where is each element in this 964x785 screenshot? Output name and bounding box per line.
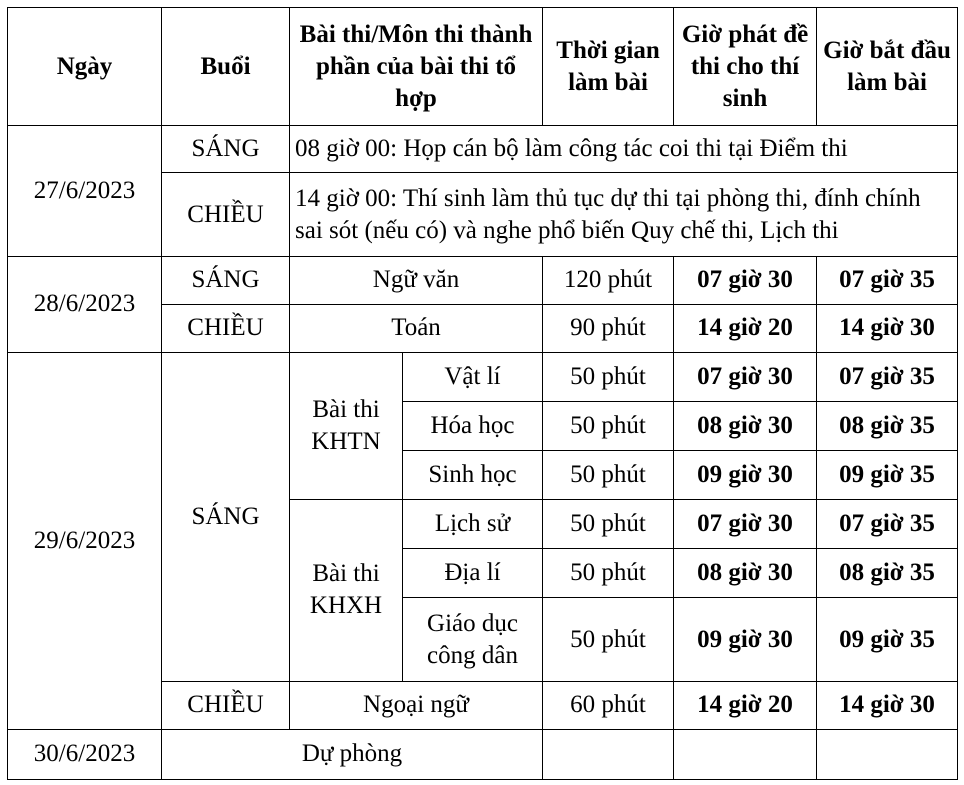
distribution-time-cell: 08 giờ 30 [674, 549, 817, 598]
table-row [8, 126, 958, 173]
session-cell: CHIỀU [162, 304, 290, 352]
session-cell: SÁNG [162, 126, 290, 173]
header-buoi: Buổi [162, 8, 290, 126]
duration-cell: 120 phút [543, 256, 674, 304]
duration-cell: 50 phút [543, 451, 674, 500]
subject-cell: Hóa học [403, 401, 543, 450]
header-gio-phat-de: Giờ phát đề thi cho thí sinh [674, 8, 817, 126]
start-time-cell [817, 729, 958, 779]
distribution-time-cell: 14 giờ 20 [674, 304, 817, 352]
distribution-time-cell: 07 giờ 30 [674, 352, 817, 401]
subject-cell: Dự phòng [162, 729, 543, 779]
session-cell: CHIỀU [162, 681, 290, 729]
duration-cell: 50 phút [543, 401, 674, 450]
start-time-cell: 14 giờ 30 [817, 304, 958, 352]
distribution-time-cell: 14 giờ 20 [674, 681, 817, 729]
header-gio-bat-dau: Giờ bắt đầu làm bài [817, 8, 958, 126]
duration-cell: 50 phút [543, 352, 674, 401]
distribution-time-cell: 07 giờ 30 [674, 500, 817, 549]
duration-cell: 90 phút [543, 304, 674, 352]
start-time-cell: 08 giờ 35 [817, 549, 958, 598]
exam-schedule-table [7, 7, 958, 780]
subject-cell: Ngữ văn [290, 256, 543, 304]
subject-cell: Giáo dục công dân [403, 598, 543, 681]
start-time-cell: 14 giờ 30 [817, 681, 958, 729]
session-cell: CHIỀU [162, 173, 290, 256]
header-ngay: Ngày [8, 8, 162, 126]
session-cell: SÁNG [162, 256, 290, 304]
table-row [8, 256, 958, 304]
note-cell: 08 giờ 00: Họp cán bộ làm công tác coi thi tại Điểm thi [290, 126, 958, 173]
distribution-time-cell: 09 giờ 30 [674, 598, 817, 681]
duration-cell [543, 729, 674, 779]
combined-exam-cell: Bài thi KHXH [290, 500, 403, 681]
distribution-time-cell: 09 giờ 30 [674, 451, 817, 500]
start-time-cell: 07 giờ 35 [817, 256, 958, 304]
date-cell: 29/6/2023 [8, 352, 162, 729]
distribution-time-cell: 07 giờ 30 [674, 256, 817, 304]
start-time-cell: 07 giờ 35 [817, 500, 958, 549]
duration-cell: 60 phút [543, 681, 674, 729]
note-cell: 14 giờ 00: Thí sinh làm thủ tục dự thi tại phòng thi, đính chính sai sót (nếu có) và nghe phổ biến Quy chế thi, Lịch thi [290, 173, 958, 256]
distribution-time-cell: 08 giờ 30 [674, 401, 817, 450]
duration-cell: 50 phút [543, 598, 674, 681]
date-cell: 30/6/2023 [8, 729, 162, 779]
table-row [8, 729, 958, 779]
duration-cell: 50 phút [543, 549, 674, 598]
session-cell: SÁNG [162, 352, 290, 681]
start-time-cell: 09 giờ 35 [817, 451, 958, 500]
combined-exam-cell: Bài thi KHTN [290, 352, 403, 499]
subject-cell: Lịch sử [403, 500, 543, 549]
table-row [8, 352, 958, 401]
subject-cell: Sinh học [403, 451, 543, 500]
start-time-cell: 09 giờ 35 [817, 598, 958, 681]
subject-cell: Địa lí [403, 549, 543, 598]
header-thoi-gian: Thời gian làm bài [543, 8, 674, 126]
distribution-time-cell [674, 729, 817, 779]
start-time-cell: 08 giờ 35 [817, 401, 958, 450]
start-time-cell: 07 giờ 35 [817, 352, 958, 401]
date-cell: 27/6/2023 [8, 126, 162, 256]
subject-cell: Toán [290, 304, 543, 352]
subject-cell: Ngoại ngữ [290, 681, 543, 729]
header-row [8, 8, 958, 126]
duration-cell: 50 phút [543, 500, 674, 549]
date-cell: 28/6/2023 [8, 256, 162, 352]
subject-cell: Vật lí [403, 352, 543, 401]
header-mon-thi: Bài thi/Môn thi thành phần của bài thi tổ hợp [290, 8, 543, 126]
